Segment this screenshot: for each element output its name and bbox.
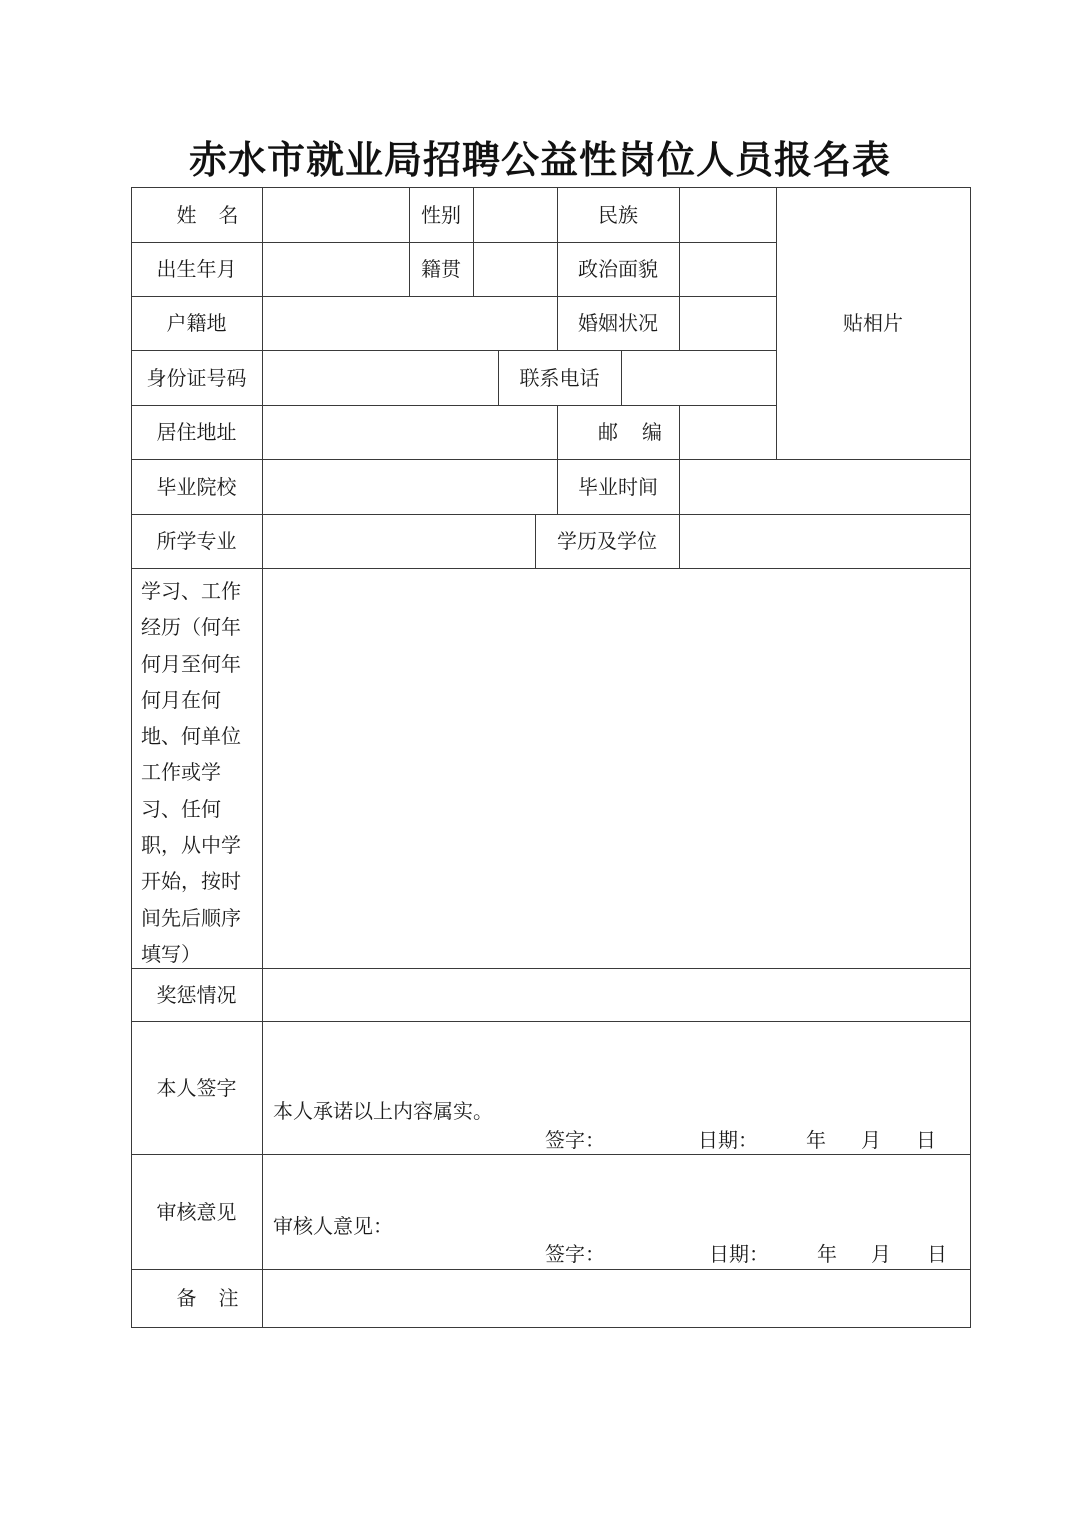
- review-month: 月: [871, 1242, 891, 1266]
- label-major: 所学专业: [156, 529, 237, 553]
- label-marital-status: 婚姻状况: [578, 311, 658, 335]
- label-ethnicity: 民族: [598, 202, 638, 227]
- label-experience: 学习、工作经历（何年何月至何年何月在何地、何单位工作或学习、任何职，从中学开始，按时间先后顺序填写）: [141, 579, 241, 966]
- label-gender: 性别: [421, 202, 461, 227]
- col-line: [621, 350, 622, 405]
- label-self-sign: 本人签字: [156, 1075, 237, 1100]
- label-name: 姓名: [176, 202, 261, 227]
- review-signature: 签字：: [545, 1242, 605, 1266]
- col-line: [262, 187, 263, 1328]
- label-remarks: 备注: [176, 1286, 261, 1310]
- label-id-number: 身份证号码: [146, 365, 247, 390]
- row-line: [131, 568, 971, 569]
- self-sign-year: 年: [806, 1128, 826, 1152]
- col-line: [473, 187, 474, 296]
- label-birth: 出生年月: [156, 257, 237, 281]
- self-sign-date: 日期：: [698, 1128, 758, 1152]
- photo-placeholder: 贴相片: [843, 311, 903, 335]
- review-day: 日: [927, 1242, 947, 1266]
- label-degree: 学历及学位: [557, 529, 657, 553]
- pledge-text: 本人承诺以上内容属实。: [273, 1099, 493, 1123]
- col-line: [970, 187, 971, 1328]
- label-phone: 联系电话: [519, 365, 600, 390]
- self-sign-day: 日: [916, 1128, 936, 1152]
- col-line: [679, 187, 680, 350]
- label-rewards: 奖惩情况: [156, 982, 237, 1007]
- label-native-place: 籍贯: [421, 257, 461, 281]
- review-opinion: 审核人意见：: [273, 1214, 393, 1238]
- label-school: 毕业院校: [156, 474, 237, 499]
- self-sign-month: 月: [861, 1128, 881, 1152]
- self-sign-signature: 签字：: [545, 1128, 605, 1152]
- row-line: [131, 1327, 971, 1328]
- label-postcode: 邮编: [598, 420, 686, 444]
- label-household-reg: 户籍地: [166, 311, 227, 335]
- review-date: 日期：: [709, 1242, 769, 1266]
- label-grad-time: 毕业时间: [578, 474, 658, 499]
- label-political-status: 政治面貌: [578, 257, 658, 281]
- label-review: 审核意见: [156, 1199, 237, 1224]
- page-title: 赤水市就业局招聘公益性岗位人员报名表: [188, 138, 891, 182]
- review-year: 年: [817, 1242, 837, 1266]
- label-address: 居住地址: [156, 420, 237, 444]
